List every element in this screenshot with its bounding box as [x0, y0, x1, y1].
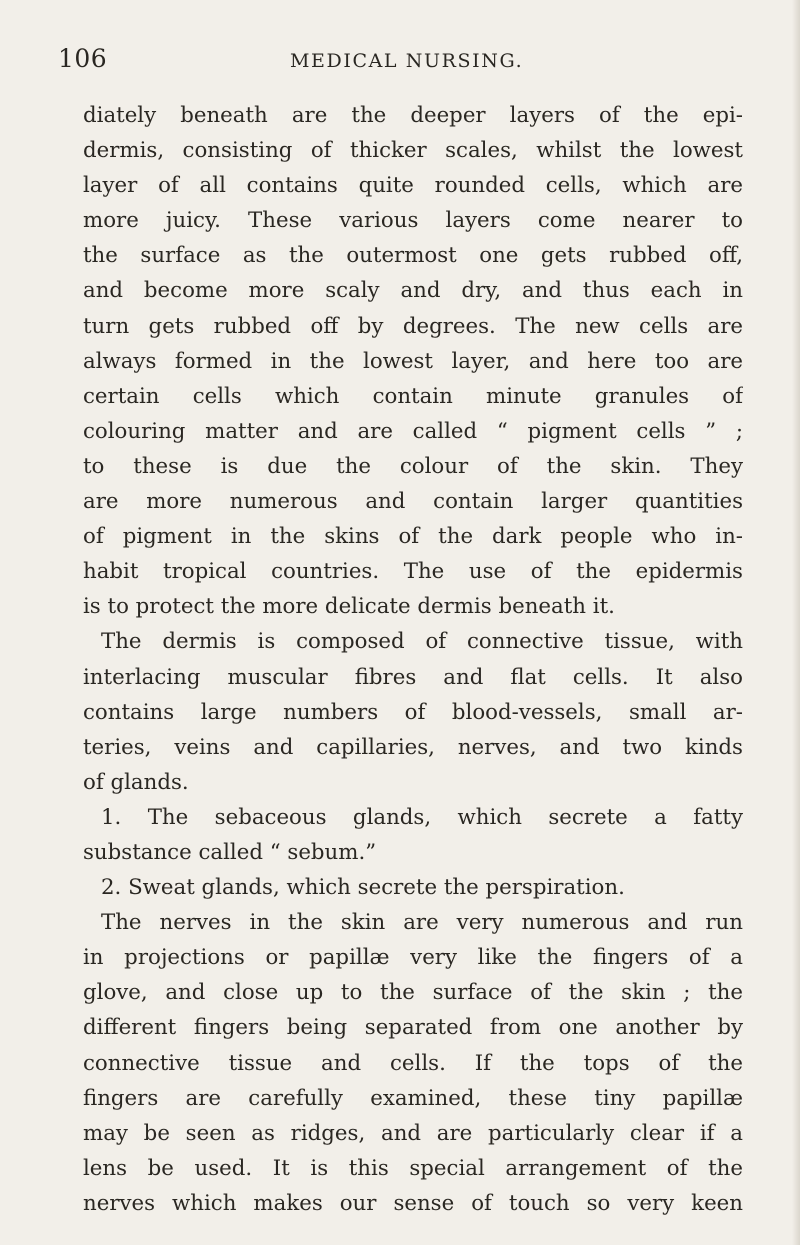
text-line: the surface as the outermost one gets rubbed off,	[83, 243, 743, 269]
text-line: fingers are carefully examined, these tiny papillæ	[83, 1085, 743, 1111]
text-line: habit tropical countries. The use of the epidermis	[83, 559, 743, 585]
text-line: dermis, consisting of thicker scales, whilst the lowest	[83, 138, 743, 164]
text-line: of pigment in the skins of the dark people who in-	[83, 524, 743, 550]
page-header	[58, 44, 748, 84]
text-line: connective tissue and cells. If the tops of the	[83, 1050, 743, 1076]
text-line: of glands.	[83, 769, 189, 795]
text-line: are more numerous and contain larger quantities	[83, 489, 743, 515]
text-line: certain cells which contain minute granules of	[83, 383, 743, 409]
text-line: and become more scaly and dry, and thus each in	[83, 278, 743, 304]
text-line: substance called “ sebum.”	[83, 839, 377, 865]
text-line: colouring matter and are called “ pigment cells ” ;	[83, 418, 743, 444]
text-line: nerves which makes our sense of touch so very keen	[83, 1190, 743, 1216]
text-line: teries, veins and capillaries, nerves, and two kinds	[83, 734, 743, 760]
running-head: MEDICAL NURSING.	[290, 50, 524, 72]
text-line: to these is due the colour of the skin. They	[83, 453, 743, 479]
text-line: in projections or papillæ very like the fingers of a	[83, 945, 743, 971]
text-line: lens be used. It is this special arrangement of the	[83, 1155, 743, 1181]
body-text	[83, 98, 743, 1221]
text-line: interlacing muscular fibres and flat cells. It also	[83, 664, 743, 690]
page-number: 106	[58, 44, 108, 73]
text-line: The nerves in the skin are very numerous and run	[101, 910, 743, 936]
page-edge-shadow	[792, 0, 800, 1245]
text-line: may be seen as ridges, and are particularly clear if a	[83, 1120, 743, 1146]
text-line: layer of all contains quite rounded cells, which are	[83, 173, 743, 199]
text-line: The dermis is composed of connective tissue, with	[101, 629, 743, 655]
text-line: different fingers being separated from one another by	[83, 1015, 743, 1041]
text-line: always formed in the lowest layer, and here too are	[83, 348, 743, 374]
text-line: diately beneath are the deeper layers of the epi-	[83, 103, 743, 128]
text-line: 2. Sweat glands, which secrete the perspiration.	[101, 875, 625, 901]
text-line: contains large numbers of blood-vessels, small ar-	[83, 699, 743, 725]
text-line: turn gets rubbed off by degrees. The new cells are	[83, 313, 743, 339]
text-line: 1. The sebaceous glands, which secrete a fatty	[101, 804, 743, 830]
text-line: glove, and close up to the surface of the skin ; the	[83, 980, 743, 1006]
text-line: is to protect the more delicate dermis beneath it.	[83, 594, 615, 620]
text-line: more juicy. These various layers come nearer to	[83, 208, 743, 234]
